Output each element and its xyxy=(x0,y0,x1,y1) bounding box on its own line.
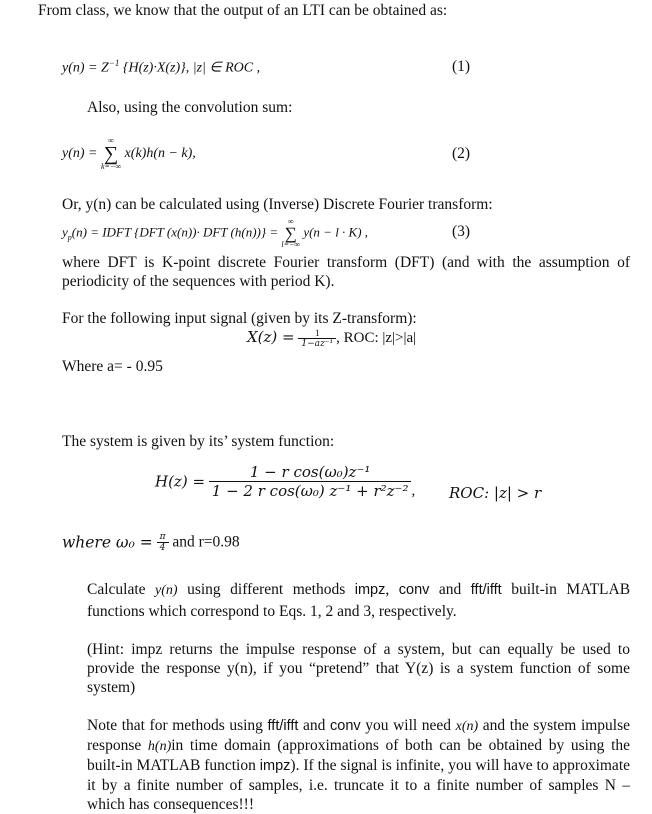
hz-numerator: 1 − r cos(ω₀)z⁻¹ xyxy=(209,463,412,482)
xz-equation xyxy=(247,328,416,349)
sigma-icon: ∑ xyxy=(284,224,297,243)
equation-1-number: (1) xyxy=(452,58,471,75)
omega-fraction xyxy=(157,532,169,553)
hz-fraction xyxy=(209,463,412,500)
equation-3 xyxy=(62,218,368,249)
xz-fraction xyxy=(298,328,336,349)
hz-denominator: 1 − 2 r cos(ω₀) z⁻¹ + r²z⁻² xyxy=(211,482,409,500)
omega-lhs: where ω₀ = xyxy=(62,533,153,552)
hint-paragraph: (Hint: impz returns the impulse response of a system, but can equally be used to provide the response y(n), if you “pretend” that Y(z) is a system function of some system) xyxy=(87,641,630,696)
note-hn: h(n) xyxy=(147,739,172,754)
note-and: and xyxy=(303,717,326,734)
dft-description: where DFT is K-point discrete Fourier transform (DFT) (and with the assumption of periodicity of the sequences with period K). xyxy=(62,254,630,290)
calc-text-3: built-in MATLAB functions which correspond to Eqs. 1, 2 and 3, respectively. xyxy=(87,581,631,620)
eq3-sum-top: ∞ xyxy=(287,217,294,226)
xz-lhs: X(z) = xyxy=(247,328,295,346)
hz-equation xyxy=(155,463,415,500)
eq3-body: y(n − l · K) , xyxy=(303,224,369,240)
note-text-3: and the system impulse response xyxy=(87,717,631,754)
intro-text: From class, we know that the output of an LTI can be obtained as: xyxy=(38,2,448,19)
hz-comma: , xyxy=(411,483,416,499)
calc-impz: impz xyxy=(354,582,386,598)
or-text: Or, y(n) can be calculated using (Inverse) Discrete Fourier transform: xyxy=(62,196,493,213)
eq2-sum-top: ∞ xyxy=(108,136,114,145)
note-text-1: Note that for methods using xyxy=(87,717,263,734)
xz-denominator: 1−az⁻¹ xyxy=(301,339,334,350)
eq3-sum-bottom: l=−∞ xyxy=(281,240,301,249)
calc-comma: , xyxy=(385,581,390,598)
eq2-summation xyxy=(101,137,121,171)
hz-lhs: H(z) = xyxy=(155,472,206,491)
also-text: Also, using the convolution sum: xyxy=(87,99,293,116)
where-a: Where a= - 0.95 xyxy=(62,358,163,375)
note-text-4: in time domain (approximations of both can be obtained by using the built-in MATLAB function xyxy=(87,737,631,774)
equation-2 xyxy=(62,137,196,171)
eq2-sum-bottom: k=−∞ xyxy=(101,162,122,171)
note-text-2: you will need xyxy=(365,717,452,734)
calc-text-1: Calculate xyxy=(87,581,146,598)
omega-r-value: and r=0.98 xyxy=(172,533,240,551)
note-paragraph xyxy=(87,716,630,814)
eq3-summation xyxy=(281,218,300,249)
eq1-rhs: {H(z)·X(z)}, |z| ∈ ROC , xyxy=(122,60,261,76)
note-xn: x(n) xyxy=(455,719,479,734)
note-conv: conv xyxy=(330,718,361,734)
omega-denominator: 4 xyxy=(159,543,166,553)
calculate-paragraph xyxy=(87,579,630,622)
system-intro: The system is given by its’ system function: xyxy=(62,433,335,450)
note-text-5: ). If the signal is infinite, you will have to approximate it by a finite number of samples, i.e. truncate it to a finite number of samples N – which has consequences!!! xyxy=(87,757,631,813)
calc-and: and xyxy=(438,581,462,598)
xz-numerator: 1 xyxy=(298,328,336,339)
equation-2-number: (2) xyxy=(452,145,471,162)
eq1-sup: −1 xyxy=(108,58,120,68)
eq1-lhs: y(n) = Z xyxy=(62,60,109,76)
eq3-lhs-sub: p xyxy=(67,233,72,243)
omega-numerator: π xyxy=(157,532,169,543)
equation-3-number: (3) xyxy=(452,223,471,240)
sigma-icon: ∑ xyxy=(103,143,119,165)
xz-roc: , ROC: |z|>|a| xyxy=(336,330,417,346)
eq3-lhs-rest: (n) = IDFT {DFT (x(n))· DFT (h(n))} = xyxy=(71,224,279,240)
equation-1 xyxy=(62,58,260,77)
eq2-lhs: y(n) = xyxy=(62,146,98,162)
hz-roc: ROC: |z| > r xyxy=(449,484,542,502)
where-omega xyxy=(62,532,240,553)
note-fft: fft/ifft xyxy=(267,718,299,734)
eq3-lhs: y xyxy=(62,224,68,240)
calc-conv: conv xyxy=(398,582,430,598)
input-intro: For the following input signal (given by its Z-transform): xyxy=(62,310,417,327)
note-impz: impz xyxy=(259,758,291,774)
calc-yn: y(n) xyxy=(155,583,178,598)
eq2-body: x(k)h(n − k), xyxy=(124,146,196,162)
calc-text-2: using different methods xyxy=(187,581,346,598)
calc-fft: fft/ifft xyxy=(470,582,502,598)
